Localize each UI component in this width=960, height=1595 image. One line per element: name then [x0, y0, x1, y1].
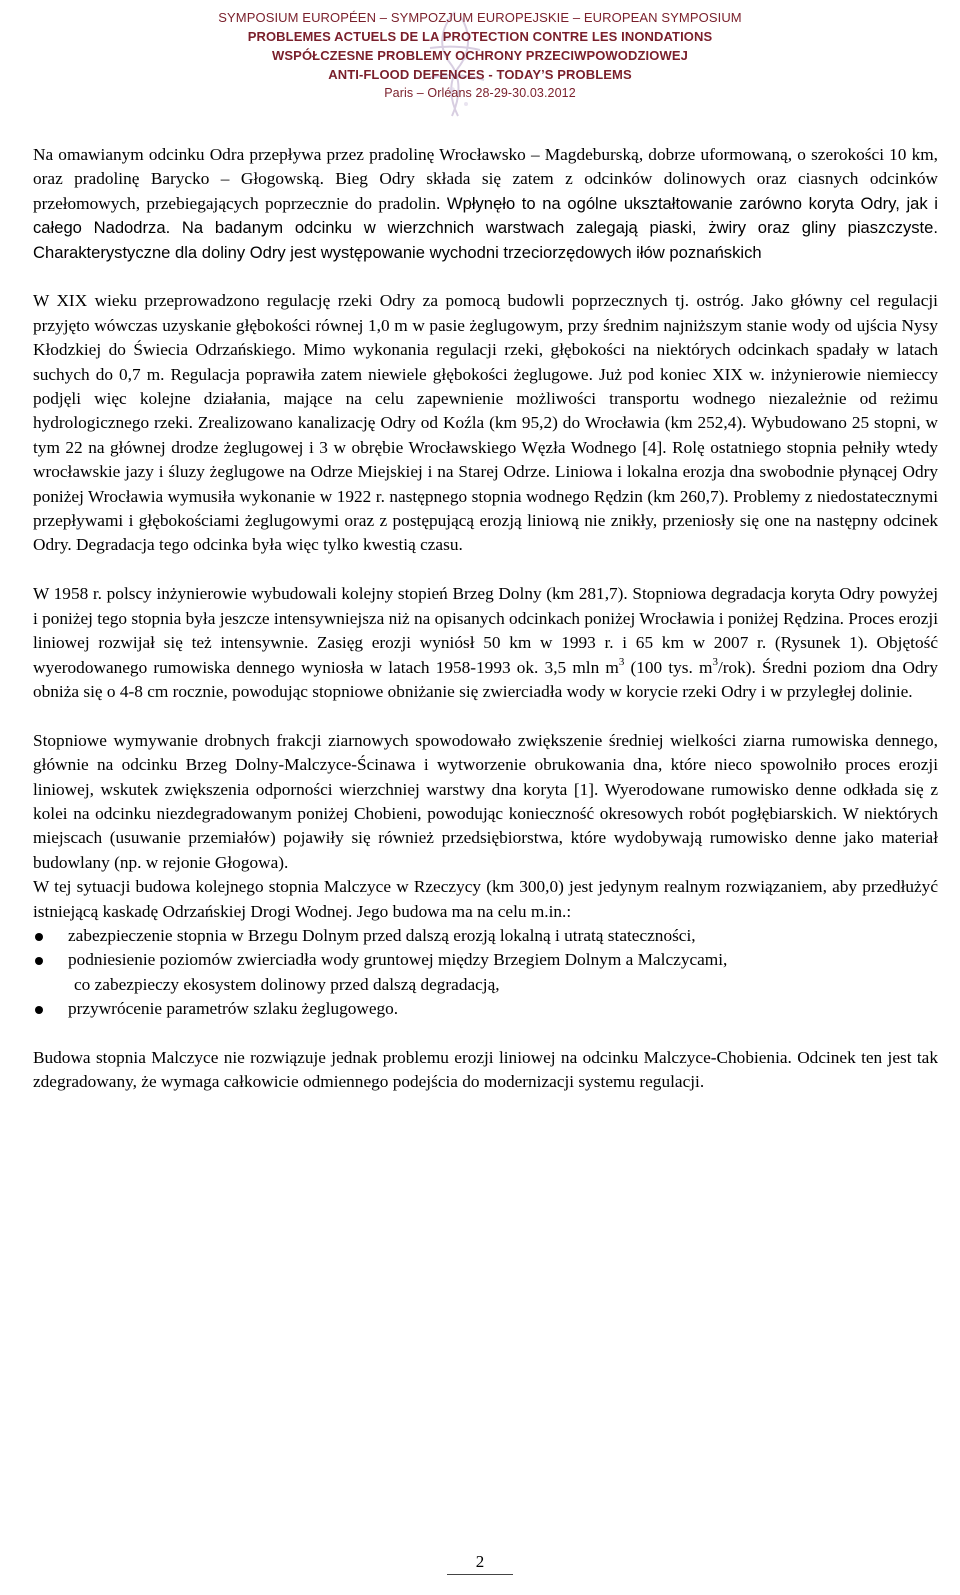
article-body	[33, 143, 938, 1095]
header-line-5: Paris – Orléans 28-29-30.03.2012	[384, 86, 576, 100]
bullet-icon	[35, 933, 43, 941]
paragraph-6: Budowa stopnia Malczyce nie rozwiązuje jednak problemu erozji liniowej na odcinku Malczyce-Chobienia. Odcinek ten jest tak zdegradowany, że wymaga całkowicie odmiennego podejścia do modernizacji systemu regulacji.	[33, 1047, 938, 1092]
header-line-3: WSPÓŁCZESNE PROBLEMY OCHRONY PRZECIWPOWODZIOWEJ	[272, 48, 688, 63]
header-line-4: ANTI-FLOOD DEFENCES - TODAY’S PROBLEMS	[328, 67, 632, 82]
list-item: zabezpieczenie stopnia w Brzegu Dolnym przed dalszą erozją lokalną i utratą stateczności,	[33, 924, 938, 948]
page-number: 2	[0, 1552, 960, 1572]
bullet-icon	[35, 957, 43, 965]
paragraph-1-sans: Wpłynęło to na ogólne ukształtowanie zarówno koryta Odry, jak i całego Nadodrza. Na badanym odcinku w wierzchnich warstwach zalegają piaski, żwiry oraz gliny piaszczyste. Charakterystyczne dla doliny Odry jest występowanie wychodni trzeciorzędowych iłów poznańskich	[33, 193, 938, 262]
header-line-2: PROBLEMES ACTUELS DE LA PROTECTION CONTRE LES INONDATIONS	[247, 29, 713, 44]
paragraph-1-serif: Na omawianym odcinku Odra przepływa przez pradolinę Wrocławsko – Magdeburską, dobrze uformowaną, o szerokości 10 km, oraz pradolinę Barycko – Głogowską. Bieg Odry składa się zatem z odcinków dolinowych oraz ciasnych odcinków przełomowych, przebiegających poprzecznie do pradolin.	[33, 145, 938, 213]
bullet-icon	[35, 1006, 43, 1014]
list-item: podniesienie poziomów zwierciadła wody gruntowej między Brzegiem Dolnym a Malczycami, co zabezpieczy ekosystem dolinowy przed dalszą degradacją,	[33, 948, 938, 997]
paragraph-3	[33, 582, 938, 704]
paragraph-5: W tej sytuacji budowa kolejnego stopnia Malczyce w Rzeczycy (km 300,0) jest jedynym realnym rozwiązaniem, aby przedłużyć istniejącą kaskadę Odrzańskiej Drogi Wodnej. Jego budowa ma na celu m.in.:	[33, 877, 938, 921]
goals-list	[33, 924, 938, 1022]
list-item: przywrócenie parametrów szlaku żeglugowego.	[33, 997, 938, 1021]
paragraph-3-a: W 1958 r. polscy inżynierowie wybudowali kolejny stopień Brzeg Dolny (km 281,7). Stopniowa degradacja koryta Odry powyżej i poniżej tego stopnia była jeszcze intensywniejsza niż na opisanych odcinkach poniżej Wrocławia i poniżej Rędzina. Proces erozji liniowej rozwijał się też intensywnie. Zasięg erozji wyniósł 50 km w 1993 r. i 65 km w 2007 r. (Rysunek 1). Objętość wyerodowanego rumowiska dennego wyniosła w latach 1958-1993 ok. 3,5 mln m	[33, 584, 938, 677]
superscript-3: 3	[618, 655, 625, 668]
list-item-continuation: co zabezpieczy ekosystem dolinowy przed dalszą degradacją,	[74, 974, 500, 994]
paragraph-1	[33, 143, 938, 265]
superscript-3b: 3	[712, 655, 718, 668]
paragraph-3-c: /rok). Średni poziom dna Odry obniża się o 4-8 cm rocznie, powodując stopniowe obniżanie się zwierciadła wody w korycie rzeki Odry i w przyległej dolinie.	[33, 657, 938, 701]
header-line-1: SYMPOSIUM EUROPÉEN – SYMPOZJUM EUROPEJSKIE – EUROPEAN SYMPOSIUM	[218, 10, 742, 25]
paragraph-4: Stopniowe wymywanie drobnych frakcji ziarnowych spowodowało zwiększenie średniej wielkości ziarna rumowiska dennego, głównie na odcinku Brzeg Dolny-Malczyce-Ścinawa i wytworzenie obrukowania dna, które nieco spowolniło proces erozji liniowej, wskutek zwiększenia odporności wierzchniej warstwy dna koryta [1]. Wyerodowane rumowisko denne odkłada się z kolei na odcinku niezdegradowanym poniżej Chobieni, powodując konieczność okresowych robót pogłębiarskich. W niektórych miejscach (usuwanie przemiałów) pojawiły się również przedsiębiorstwa, które wydobywają rumowisko denne jako materiał budowlany (np. w rejonie Głogowa).	[33, 730, 938, 872]
paragraph-3-b: (100 tys. m	[624, 657, 713, 677]
symposium-header	[0, 8, 960, 118]
page-number-rule	[447, 1574, 513, 1575]
paragraph-2: W XIX wieku przeprowadzono regulację rzeki Odry za pomocą budowli poprzecznych tj. ostróg. Jako główny cel regulacji przyjęto wówczas uzyskanie głębokości równej 1,0 m w pasie żeglugowym, przy średnim najniższym stanie wody od ujścia Nysy Kłodzkiej do Świecia Odrzańskiego. Mimo wykonania regulacji rzeki, głębokości na niektórych odcinkach spadały w latach suchych do 0,7 m. Regulacja poprawiła zatem niewiele głębokości żeglugowe. Już pod koniec XIX w. inżynierowie niemieccy podjęli więc kolejne działania, mające na celu zapewnienie możliwości transportu wodnego niezależnie od reżimu hydrologicznego rzeki. Zrealizowano kanalizację Odry od Koźla (km 95,2) do Wrocławia (km 252,4). Wybudowano 25 stopni, w tym 22 na głównej drodze żeglugowej i 3 w obrębie Wrocławskiego Węzła Wodnego [4]. Rolę ostatniego stopnia pełniły wtedy wrocławskie jazy i śluzy żeglugowe na Odrze Miejskiej i na Starej Odrze. Liniowa i lokalna erozja dna swobodnie płynącej Odry poniżej Wrocławia wymusiła wykonanie w 1922 r. następnego stopnia wodnego Rędzin (km 260,7). Problemy z niedostatecznymi przepływami i głębokościami żeglugowymi oraz z postępującą erozją liniową nie znikły, przeniosły się one na następny odcinek Odry. Degradacja tego odcinka była więc tylko kwestią czasu.	[33, 291, 938, 555]
